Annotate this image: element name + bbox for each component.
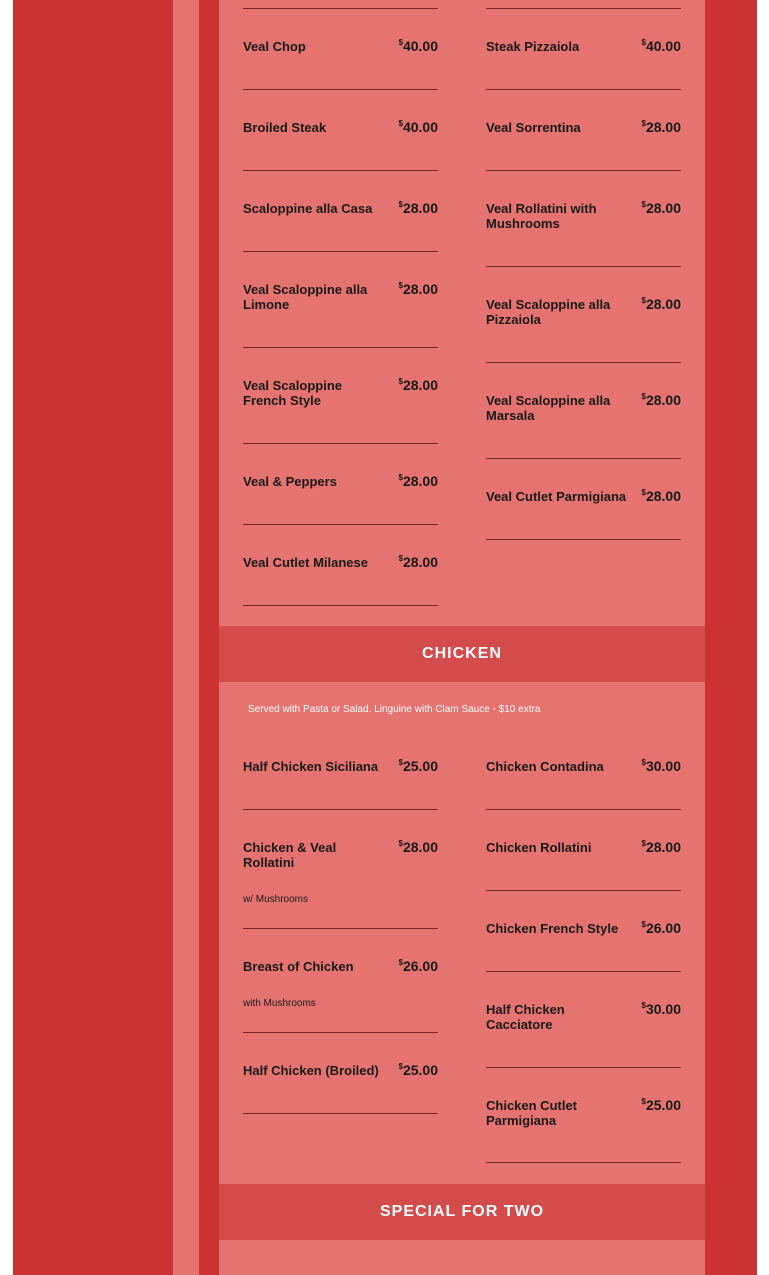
item-price: $25.00 [398, 1062, 438, 1078]
divider [243, 1113, 438, 1114]
divider [243, 170, 438, 171]
item-price: $26.00 [398, 958, 438, 974]
item-price: $28.00 [641, 392, 681, 408]
item-name: Veal Scaloppine French Style [243, 378, 342, 408]
divider [243, 524, 438, 525]
decorative-stripe [173, 0, 199, 1275]
item-name: Veal Rollatini with Mushrooms [486, 201, 597, 231]
item-price: $28.00 [398, 200, 438, 216]
divider [243, 928, 438, 929]
divider [243, 251, 438, 252]
item-name: Chicken Contadina [486, 759, 604, 774]
item-price: $28.00 [398, 554, 438, 570]
item-price: $28.00 [641, 488, 681, 504]
divider [243, 605, 438, 606]
divider [243, 89, 438, 90]
item-name: Half Chicken Cacciatore [486, 1002, 565, 1032]
divider [486, 362, 681, 363]
item-price: $40.00 [641, 38, 681, 54]
item-price: $25.00 [398, 758, 438, 774]
item-price: $30.00 [641, 1001, 681, 1017]
divider [243, 1032, 438, 1033]
item-name: Half Chicken Siciliana [243, 759, 379, 774]
item-name: Veal Scaloppine alla Pizzaiola [486, 297, 611, 327]
left-background [13, 0, 173, 1275]
item-name: Steak Pizzaiola [486, 39, 580, 54]
item-price: $28.00 [398, 839, 438, 855]
item-name: Veal & Peppers [243, 474, 337, 489]
item-price: $28.00 [641, 200, 681, 216]
section-header-special: SPECIAL FOR TWO [219, 1184, 705, 1240]
divider [486, 971, 681, 972]
item-price: $30.00 [641, 758, 681, 774]
divider [243, 347, 438, 348]
item-name: Veal Cutlet Parmigiana [486, 489, 627, 504]
divider [486, 89, 681, 90]
item-price: $28.00 [398, 377, 438, 393]
divider [486, 809, 681, 810]
divider [243, 443, 438, 444]
item-name: Half Chicken (Broiled) [243, 1063, 379, 1078]
divider [486, 266, 681, 267]
item-name: Veal Sorrentina [486, 120, 581, 135]
item-description: w/ Mushrooms [243, 894, 309, 905]
section-note: Served with Pasta or Salad. Linguine with Clam Sauce - $10 extra [248, 704, 541, 715]
item-price: $40.00 [398, 119, 438, 135]
item-price: $25.00 [641, 1097, 681, 1113]
divider [486, 458, 681, 459]
section-header-chicken: CHICKEN [219, 626, 705, 682]
item-description: with Mushrooms [243, 998, 316, 1009]
item-name: Chicken French Style [486, 921, 619, 936]
divider [486, 890, 681, 891]
divider [486, 8, 681, 9]
decorative-band [199, 0, 219, 1275]
item-name: Scaloppine alla Casa [243, 201, 373, 216]
item-name: Chicken Cutlet Parmigiana [486, 1098, 578, 1128]
item-price: $28.00 [641, 839, 681, 855]
item-name: Veal Scaloppine alla Marsala [486, 393, 611, 423]
item-price: $26.00 [641, 920, 681, 936]
right-background [705, 0, 757, 1275]
divider [486, 1162, 681, 1163]
item-price: $40.00 [398, 38, 438, 54]
divider [486, 1067, 681, 1068]
item-name: Breast of Chicken [243, 959, 354, 974]
item-name: Veal Cutlet Milanese [243, 555, 368, 570]
divider [486, 170, 681, 171]
item-name: Broiled Steak [243, 120, 327, 135]
item-price: $28.00 [398, 473, 438, 489]
item-price: $28.00 [641, 296, 681, 312]
item-name: Chicken Rollatini [486, 840, 592, 855]
item-name: Chicken & Veal Rollatini [243, 840, 337, 870]
item-price: $28.00 [641, 119, 681, 135]
divider [243, 809, 438, 810]
item-price: $28.00 [398, 281, 438, 297]
item-name: Veal Scaloppine alla Limone [243, 282, 368, 312]
divider [486, 539, 681, 540]
item-name: Veal Chop [243, 39, 306, 54]
divider [243, 8, 438, 9]
